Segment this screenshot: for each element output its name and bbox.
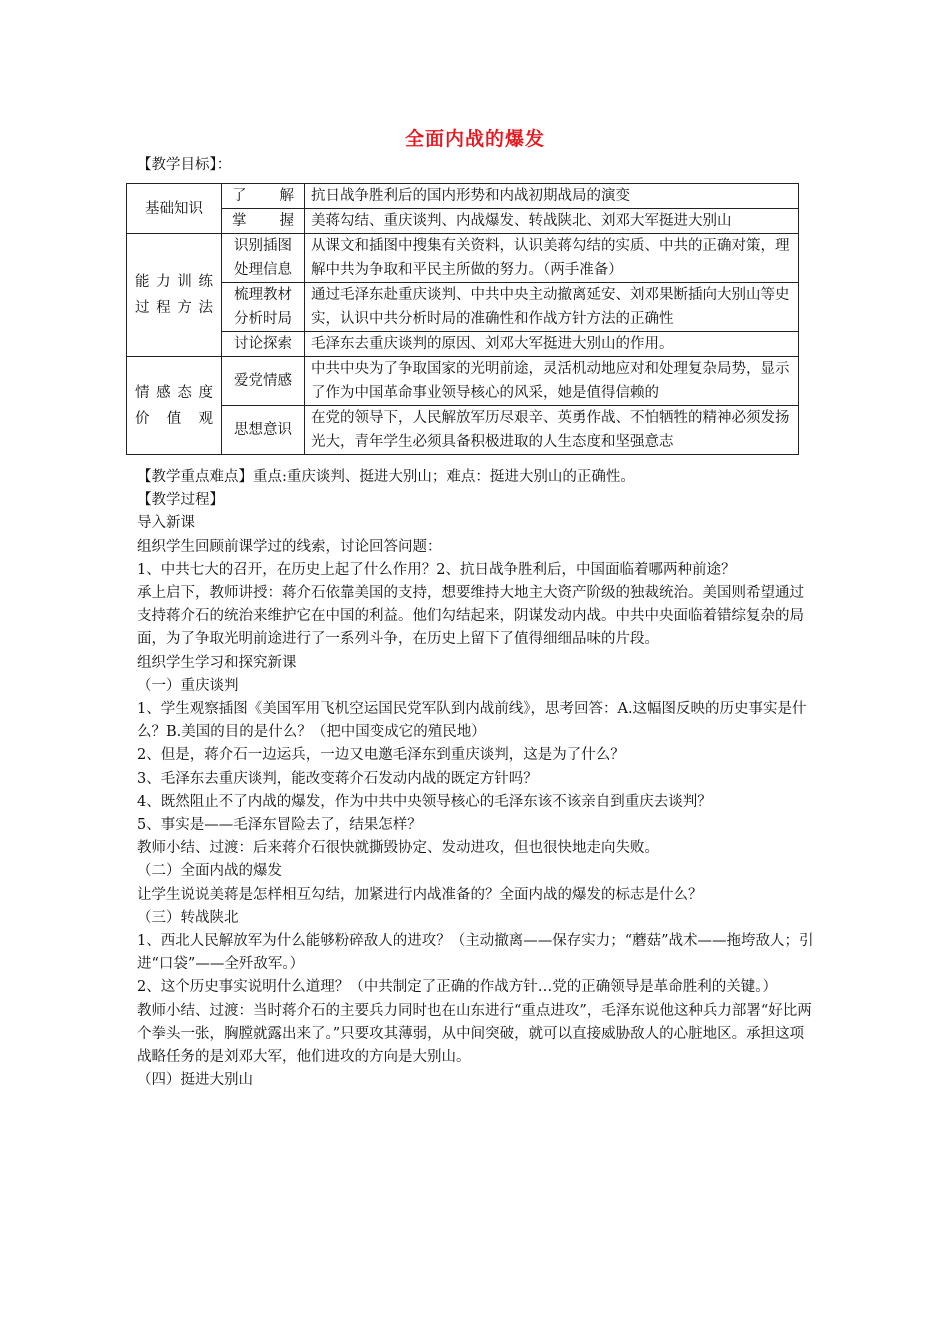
- paragraph: 4、既然阻止不了内战的爆发，作为中共中央领导核心的毛泽东该不该亲自到重庆去谈判？: [137, 793, 712, 810]
- category-emotion-values: [127, 357, 222, 455]
- sub-label-love-party: 爱党情感: [222, 357, 305, 406]
- table-row: [127, 357, 799, 406]
- lesson-body: [137, 466, 817, 1092]
- paragraph: 组织学生回顾前课学过的线索，讨论回答问题：: [137, 538, 442, 555]
- section-heading: （一）重庆谈判: [137, 677, 239, 694]
- goal-content: 从课文和插图中搜集有关资料，认识美蒋勾结的实质、中共的正确对策，理解中共为争取和平民主所做的努力。（两手准备）: [305, 234, 799, 283]
- section-heading: （四）挺进大别山: [137, 1072, 253, 1089]
- goals-heading: 【教学目标】：: [137, 157, 232, 173]
- table-row: [127, 209, 799, 234]
- category-ability-training: [127, 234, 222, 357]
- process-heading: 【教学过程】: [137, 492, 224, 509]
- category-line: 情感态度: [135, 384, 213, 401]
- page-title: 全面内战的爆发: [404, 128, 545, 150]
- sub-label-sort-textbook: [222, 283, 305, 332]
- paragraph: 1、西北人民解放军为什么能够粉碎敌人的进攻？（主动撤离——保存实力；“蘑菇”战术——拖垮敌人；引进“口袋”——全歼敌军。）: [137, 933, 814, 973]
- paragraph: 1、学生观察插图《美国军用飞机空运国民党军队到内战前线》，思考回答：A.这幅图反映的历史事实是什么？B.美国的目的是什么？（把中国变成它的殖民地）: [137, 701, 807, 741]
- paragraph: 教师小结、过渡：后来蒋介石很快就撕毁协定、发动进攻，但也很快地走向失败。: [137, 840, 659, 857]
- category-line: 过程方法: [135, 300, 213, 316]
- table-row: [127, 283, 799, 332]
- section-heading: （三）转战陕北: [137, 909, 239, 926]
- category-line: 价 值 观: [135, 410, 213, 427]
- paragraph: 3、毛泽东去重庆谈判，能改变蒋介石发动内战的既定方针吗？: [137, 770, 538, 787]
- table-row: [127, 234, 799, 283]
- sub-label-identify-illustrations: [222, 234, 305, 283]
- teaching-goals-table: [126, 183, 799, 455]
- category-line: 能力训练: [135, 274, 213, 290]
- table-row: [127, 332, 799, 357]
- sub-label-discuss-explore: 讨论探索: [222, 332, 305, 357]
- paragraph: 2、但是，蒋介石一边运兵，一边又电邀毛泽东到重庆谈判，这是为了什么？: [137, 747, 625, 764]
- sub-label-line: 处理信息: [234, 262, 292, 278]
- category-basic-knowledge: 基础知识: [127, 184, 222, 234]
- sub-label-ideology: 思想意识: [222, 406, 305, 455]
- key-points: 【教学重点难点】重点:重庆谈判、挺进大别山；难点：挺进大别山的正确性。: [137, 469, 635, 485]
- paragraph: 5、事实是——毛泽东冒险去了，结果怎样？: [137, 817, 422, 834]
- goal-content: 美蒋勾结、重庆谈判、内战爆发、转战陕北、刘邓大军挺进大别山: [305, 209, 799, 234]
- paragraph: 承上启下，教师讲授：蒋介石依靠美国的支持，想要维持大地主大资产阶级的独裁统治。美国则希望通过支持蒋介石的统治来维护它在中国的利益。他们勾结起来，阴谋发动内战。中共中央面临着错综复杂的局面，为了争取光明前途进行了一系列斗争，在历史上留下了值得细细品味的片段。: [137, 585, 804, 648]
- paragraph: 组织学生学习和探究新课: [137, 654, 297, 671]
- goal-content: 抗日战争胜利后的国内形势和内战初期战局的演变: [305, 184, 799, 209]
- paragraph: 教师小结、过渡：当时蒋介石的主要兵力同时也在山东进行“重点进攻”，毛泽东说他这种兵力部署“好比两个拳头一张，胸膛就露出来了。”只要攻其薄弱，从中间突破，就可以直接威胁敌人的心脏地区。承担这项战略任务的是刘邓大军，他们进攻的方向是大别山。: [137, 1002, 812, 1066]
- sub-label-master: 掌 握: [222, 209, 305, 234]
- sub-label-line: 梳理教材: [234, 287, 292, 303]
- paragraph: 导入新课: [137, 515, 195, 532]
- paragraph: 2、这个历史事实说明什么道理？（中共制定了正确的作战方针…党的正确领导是革命胜利的关键。）: [137, 979, 777, 996]
- goal-content: 通过毛泽东赴重庆谈判、中共中央主动撤离延安、刘邓果断插向大别山等史实，认识中共分析时局的准确性和作战方针方法的正确性: [305, 283, 799, 332]
- paragraph: 让学生说说美蒋是怎样相互勾结，加紧进行内战准备的？全面内战的爆发的标志是什么？: [137, 886, 703, 903]
- goal-content: 中共中央为了争取国家的光明前途，灵活机动地应对和处理复杂局势，显示了作为中国革命事业领导核心的风采，她是值得信赖的: [305, 357, 799, 406]
- sub-label-line: 分析时局: [234, 311, 292, 327]
- paragraph: 1、中共七大的召开，在历史上起了什么作用？2、抗日战争胜利后，中国面临着哪两种前途？: [137, 561, 736, 578]
- goal-content: 在党的领导下，人民解放军历尽艰辛、英勇作战、不怕牺牲的精神必须发扬光大，青年学生必须具备积极进取的人生态度和坚强意志: [305, 406, 799, 455]
- sub-label-understand: 了 解: [222, 184, 305, 209]
- goal-content: 毛泽东去重庆谈判的原因、刘邓大军挺进大别山的作用。: [305, 332, 799, 357]
- table-row: [127, 406, 799, 455]
- table-row: [127, 184, 799, 209]
- sub-label-line: 识别插图: [234, 238, 292, 254]
- section-heading: （二）全面内战的爆发: [137, 863, 282, 880]
